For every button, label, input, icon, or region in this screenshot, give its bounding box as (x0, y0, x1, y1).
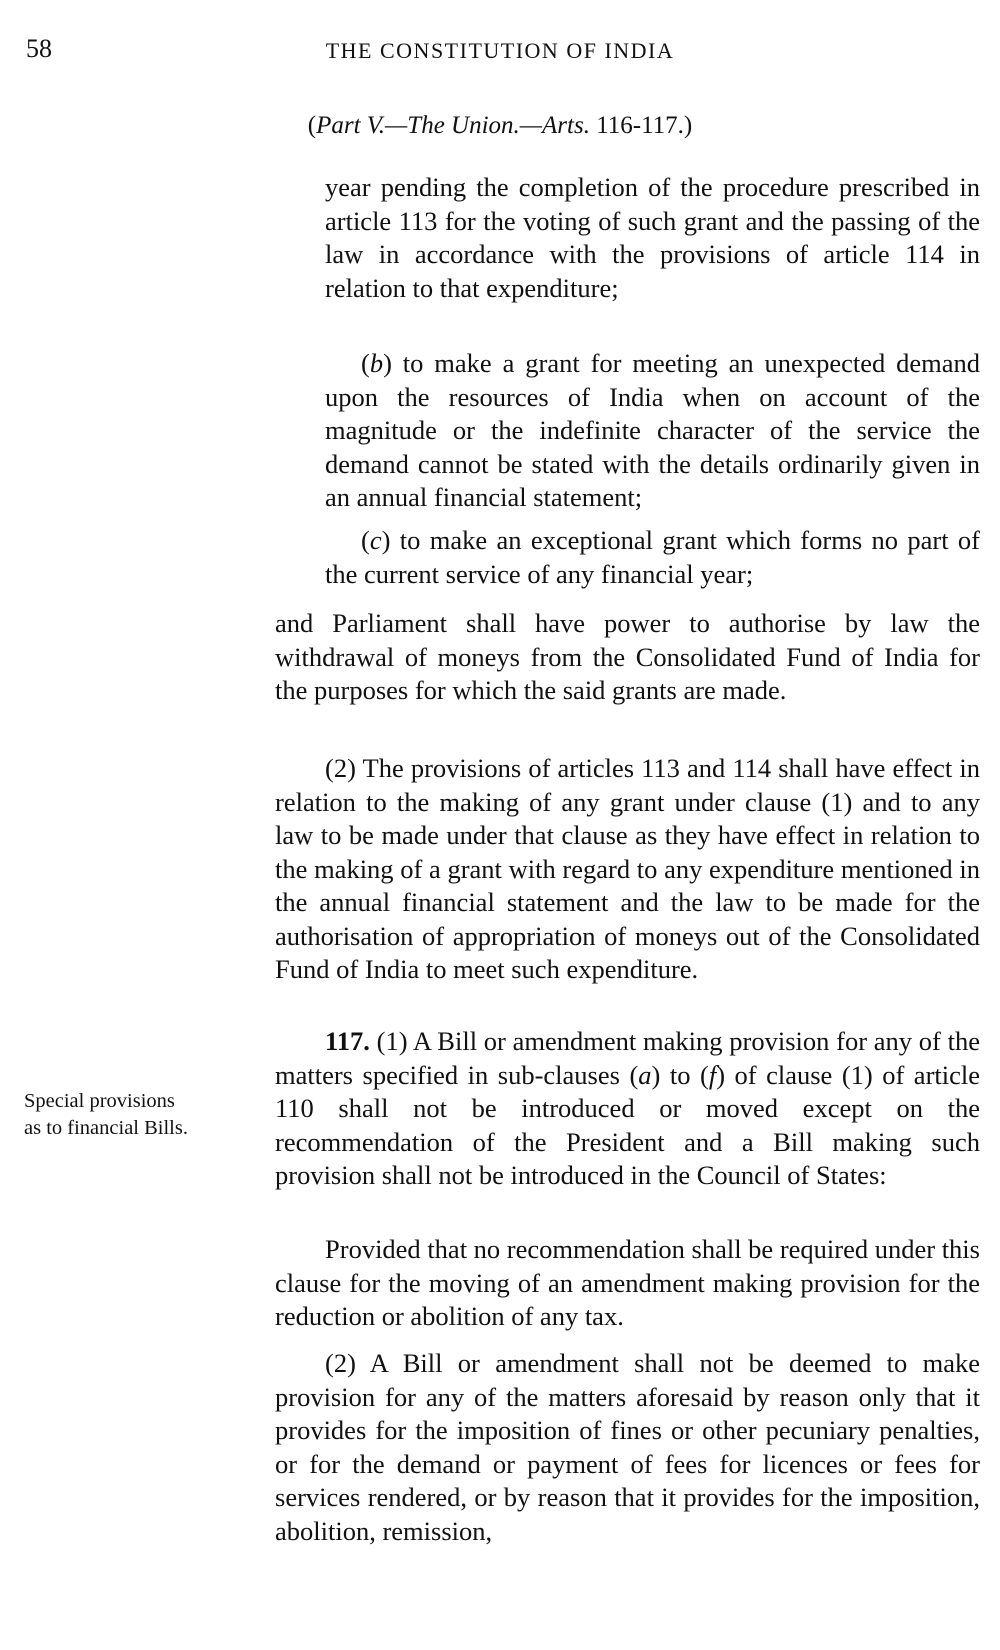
clause-b-open: ( (361, 348, 370, 378)
clause-c-text: to make an exceptional grant which forms no part of the current service of any financial year; (325, 525, 980, 589)
clause-c-open: ( (361, 525, 370, 555)
article-117-clause-1 (275, 1025, 980, 1193)
article-116-clause-2: (2) The provisions of articles 113 and 114 shall have effect in relation to the making of any grant under clause (1) and to any law to be made under that clause as they have effect in relation to the making of a grant with regard to any expenditure mentioned in the annual financial statement and the law to be made for the authorisation of appropriation of moneys out of the Consolidated Fund of India to meet such expenditure. (275, 753, 980, 984)
article-117-text-2: ) to ( (651, 1059, 709, 1090)
clause-c-close: ) (381, 525, 391, 555)
part-heading-open: ( (307, 112, 317, 139)
part-heading (0, 112, 1000, 140)
proviso-paragraph: Provided that no recommendation shall be required under this clause for the moving of an amendment making provision for the reduction or abolition of any tax. (275, 1234, 980, 1331)
part-heading-part: Part V.—The Union.—Arts. (316, 112, 590, 139)
clause-c-letter: c (369, 525, 382, 555)
clause-b (325, 347, 980, 515)
marginal-note-line-1: Special provisions (24, 1090, 175, 1112)
parliament-power-paragraph: and Parliament shall have power to authorise by law the withdrawal of moneys from the Consolidated Fund of India for the purposes for which the said grants are made. (275, 608, 980, 705)
running-title: THE CONSTITUTION OF INDIA (325, 38, 675, 63)
part-heading-articles: 116-117.) (589, 112, 693, 139)
clause-c (325, 524, 980, 591)
article-117-text-1: (1) A Bill or amendment making provision for any of the matters specified in sub-clauses ( (275, 1026, 980, 1090)
sub-clause-f: f (708, 1059, 717, 1090)
marginal-note-line-2: as to financial Bills. (24, 1117, 188, 1139)
article-117-clause-2: (2) A Bill or amendment shall not be deemed to make provision for any of the matters aforesaid by reason only that it provides for the imposition of fines or other pecuniary penalties, or for the demand or payment of fees for licences or fees for services rendered, or by reason that it provides for the imposition, abolition, remission, (275, 1348, 980, 1546)
sub-clause-a: a (638, 1059, 652, 1090)
continuation-paragraph: year pending the completion of the procedure prescribed in article 113 for the voting of such grant and the passing of the law in accordance with the provisions of article 114 in relation to that expenditure; (325, 172, 980, 303)
clause-b-letter: b (369, 348, 384, 378)
article-117-text-3: ) of clause (1) of article 110 shall not be introduced or moved except on the recommendation of the President and a Bill making such provision shall not be introduced in the Council of States: (275, 1059, 980, 1190)
marginal-note (24, 1088, 239, 1142)
clause-b-close: ) (383, 348, 392, 378)
page-number: 58 (26, 34, 52, 63)
clause-b-text: to make a grant for meeting an unexpected demand upon the resources of India when on account of the magnitude or the indefinite character of the service the demand cannot be stated with the details ordinarily given in an annual financial statement; (325, 348, 980, 512)
article-117-number: 117. (325, 1026, 370, 1056)
